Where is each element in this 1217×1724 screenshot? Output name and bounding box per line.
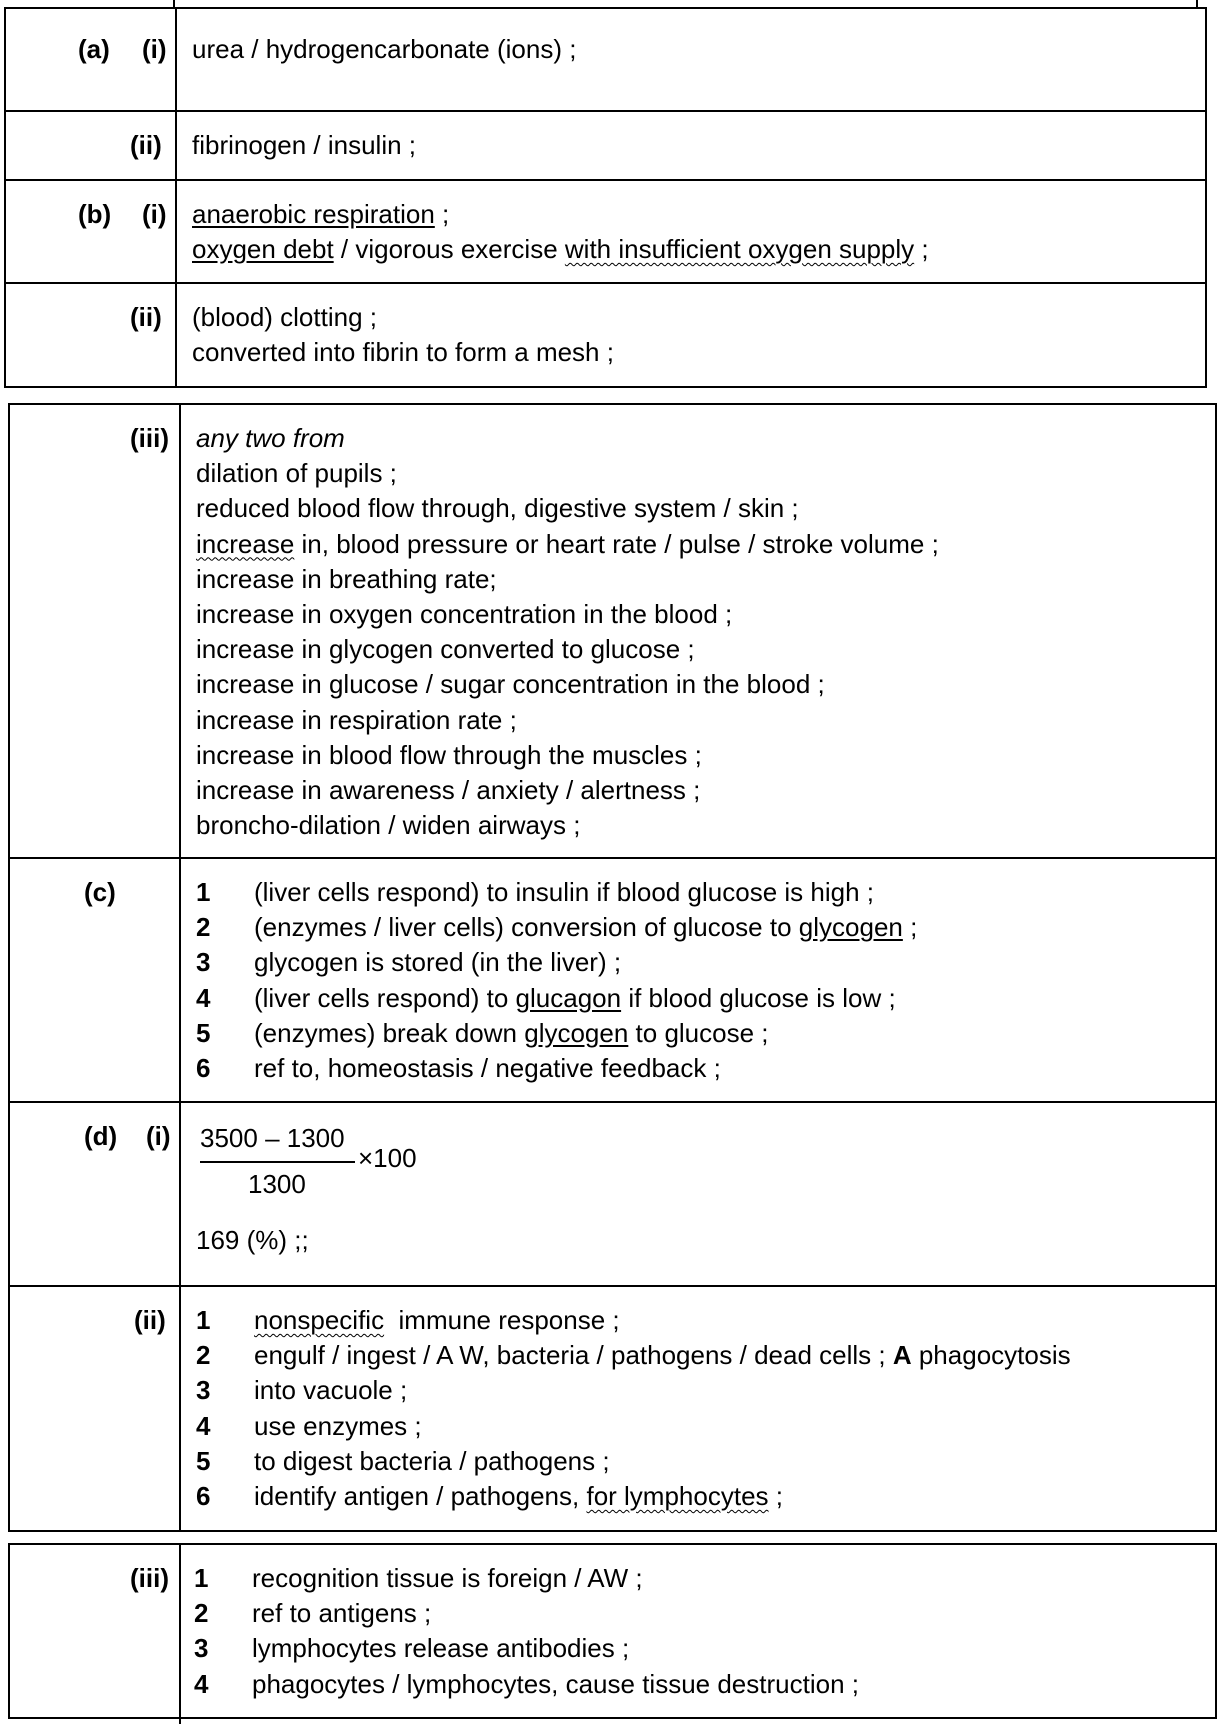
subpart-number: (ii) xyxy=(134,1305,166,1335)
subpart-number: (i) xyxy=(142,34,167,64)
item-text: ; xyxy=(902,912,918,943)
row-label xyxy=(10,1103,181,1286)
row-b-ii xyxy=(4,282,1207,388)
answer-line: (blood) clotting ; xyxy=(192,302,377,332)
item-text: (liver cells respond) to xyxy=(254,982,516,1013)
answer-line xyxy=(196,527,939,562)
item-text: (enzymes) break down xyxy=(254,1017,525,1048)
subpart-number: (iii) xyxy=(130,423,169,453)
wavy-underlined-term: with insufficient oxygen supply xyxy=(564,234,915,265)
numbered-answer-list xyxy=(196,875,917,1086)
item-text: ref to, homeostasis / negative feedback ; xyxy=(254,1052,721,1083)
item-text: immune response ; xyxy=(384,1305,620,1335)
subpart-number: (i) xyxy=(142,199,167,229)
list-item xyxy=(196,910,917,945)
answer-line: 169 (%) ;; xyxy=(196,1225,309,1255)
column-divider xyxy=(179,1715,181,1724)
item-text: to glucose ; xyxy=(628,1017,769,1048)
answer-line: increase in glycogen converted to glucose ; xyxy=(196,634,695,665)
italic-intro: any two from xyxy=(196,423,345,453)
row-label xyxy=(10,1287,181,1530)
multiplier: ×100 xyxy=(358,1143,417,1173)
fraction-numerator: 3500 – 1300 xyxy=(200,1123,345,1153)
question-number: (c) xyxy=(84,877,116,907)
row-b-i xyxy=(4,179,1207,283)
answer-text xyxy=(196,1223,309,1258)
wavy-underlined-term: increase xyxy=(196,528,295,559)
item-number: 1 xyxy=(194,1563,209,1593)
list-item xyxy=(196,1409,1071,1444)
answer-line: dilation of pupils ; xyxy=(196,458,397,489)
wavy-underlined-term: for lymphocytes xyxy=(586,1480,769,1511)
row-label xyxy=(10,1545,181,1717)
item-number: 3 xyxy=(194,1633,209,1664)
answer-line: reduced blood flow through, digestive system / skin ; xyxy=(196,493,799,524)
item-text: into vacuole ; xyxy=(254,1375,408,1406)
list-item xyxy=(196,1303,1071,1338)
mark-scheme-table-1 xyxy=(0,0,1217,388)
question-number: (d) xyxy=(84,1121,118,1151)
answer-fragment: ; xyxy=(914,234,929,265)
item-text: phagocytosis xyxy=(911,1340,1071,1371)
row-a-i xyxy=(4,7,1207,111)
item-text: ; xyxy=(768,1480,783,1511)
list-item xyxy=(194,1561,859,1596)
item-text: use enzymes ; xyxy=(254,1410,422,1441)
item-text: identify antigen / pathogens, xyxy=(254,1480,587,1511)
answer-line: increase in respiration rate ; xyxy=(196,704,517,735)
item-number: 1 xyxy=(196,877,211,907)
row-label xyxy=(6,9,177,111)
answer-line: fibrinogen / insulin ; xyxy=(192,130,417,160)
row-label xyxy=(6,181,177,283)
item-text: ref to antigens ; xyxy=(252,1598,432,1629)
row-label xyxy=(6,112,177,180)
row-label xyxy=(10,405,181,858)
answer-line: broncho-dilation / widen airways ; xyxy=(196,810,581,841)
answer-fragment: in, blood pressure or heart rate / pulse / stroke volume ; xyxy=(294,528,939,559)
item-number: 2 xyxy=(194,1598,209,1629)
mark-scheme-table-3 xyxy=(0,1543,1217,1724)
list-item xyxy=(194,1596,859,1631)
subpart-number: (iii) xyxy=(130,1563,169,1593)
row-label xyxy=(10,859,181,1102)
answer-line: increase in breathing rate; xyxy=(196,563,497,594)
item-text: engulf / ingest / A W, bacteria / pathogens / dead cells ; xyxy=(254,1340,893,1371)
question-number: (b) xyxy=(78,199,112,229)
row-b-iii xyxy=(8,403,1217,858)
list-item xyxy=(196,945,917,980)
subpart-number: (ii) xyxy=(130,302,162,332)
wavy-underlined-term: nonspecific xyxy=(254,1305,385,1335)
list-item xyxy=(196,1479,1071,1514)
answer-line: increase in glucose / sugar concentration in the blood ; xyxy=(196,669,825,700)
answer-text xyxy=(192,300,614,370)
item-text: glycogen is stored (in the liver) ; xyxy=(254,947,622,978)
item-number: 4 xyxy=(194,1668,209,1699)
list-item xyxy=(196,1373,1071,1408)
numbered-answer-list xyxy=(196,1303,1071,1514)
numbered-answer-list xyxy=(194,1561,859,1702)
answer-line: increase in blood flow through the muscles ; xyxy=(196,739,702,770)
list-item xyxy=(196,875,917,910)
answer-intro xyxy=(196,421,939,456)
item-text: (liver cells respond) to insulin if blood glucose is high ; xyxy=(254,877,874,907)
item-text: lymphocytes release antibodies ; xyxy=(252,1633,630,1664)
answer-line xyxy=(192,232,929,267)
calculation-fraction xyxy=(200,1123,460,1203)
item-number: 5 xyxy=(196,1445,211,1476)
item-number: 6 xyxy=(196,1052,211,1083)
mark-scheme-table-2 xyxy=(0,403,1217,1531)
subpart-number: (i) xyxy=(146,1121,171,1151)
row-a-ii xyxy=(4,110,1207,180)
list-item xyxy=(196,1338,1071,1373)
fraction-denominator: 1300 xyxy=(248,1169,306,1199)
list-item xyxy=(196,1051,917,1086)
list-item xyxy=(194,1631,859,1666)
item-number: 5 xyxy=(196,1017,211,1048)
answer-text xyxy=(192,128,416,163)
answer-fragment: ; xyxy=(434,199,450,229)
row-d-iii xyxy=(8,1543,1217,1719)
answer-line: urea / hydrogencarbonate (ions) ; xyxy=(192,34,577,64)
item-number: 3 xyxy=(196,1375,211,1406)
list-item xyxy=(194,1667,859,1702)
underlined-term: anaerobic respiration xyxy=(192,199,435,229)
answer-line: converted into fibrin to form a mesh ; xyxy=(192,337,614,368)
item-text: (enzymes / liver cells) conversion of glucose to xyxy=(254,912,799,943)
question-number: (a) xyxy=(78,34,110,64)
answer-fragment: / vigorous exercise xyxy=(333,234,565,265)
underlined-term: glycogen xyxy=(798,912,903,943)
item-text: phagocytes / lymphocytes, cause tissue destruction ; xyxy=(252,1668,859,1699)
item-text: if blood glucose is low ; xyxy=(621,982,896,1013)
list-item xyxy=(196,1016,917,1051)
fraction-bar xyxy=(200,1161,355,1163)
bold-marker: A xyxy=(892,1340,912,1371)
item-number: 3 xyxy=(196,947,211,978)
underlined-term: oxygen debt xyxy=(192,234,334,265)
underlined-term: glucagon xyxy=(515,982,622,1013)
answer-text xyxy=(192,197,929,267)
underlined-term: glycogen xyxy=(524,1017,629,1048)
answer-text xyxy=(192,32,576,67)
item-text: recognition tissue is foreign / AW ; xyxy=(252,1563,643,1593)
row-d-i xyxy=(8,1101,1217,1286)
answer-line: increase in awareness / anxiety / alertness ; xyxy=(196,774,701,805)
answer-line: increase in oxygen concentration in the blood ; xyxy=(196,598,733,629)
row-d-ii xyxy=(8,1285,1217,1532)
answer-text xyxy=(196,421,939,843)
item-number: 4 xyxy=(196,982,211,1013)
subpart-number: (ii) xyxy=(130,130,162,160)
item-number: 4 xyxy=(196,1410,211,1441)
row-label xyxy=(6,284,177,386)
item-number: 2 xyxy=(196,912,211,943)
list-item xyxy=(196,1444,1071,1479)
row-c xyxy=(8,857,1217,1102)
list-item xyxy=(196,981,917,1016)
item-number: 6 xyxy=(196,1480,211,1511)
item-number: 1 xyxy=(196,1305,211,1335)
item-number: 2 xyxy=(196,1340,211,1371)
item-text: to digest bacteria / pathogens ; xyxy=(254,1445,610,1476)
answer-line xyxy=(192,197,929,232)
